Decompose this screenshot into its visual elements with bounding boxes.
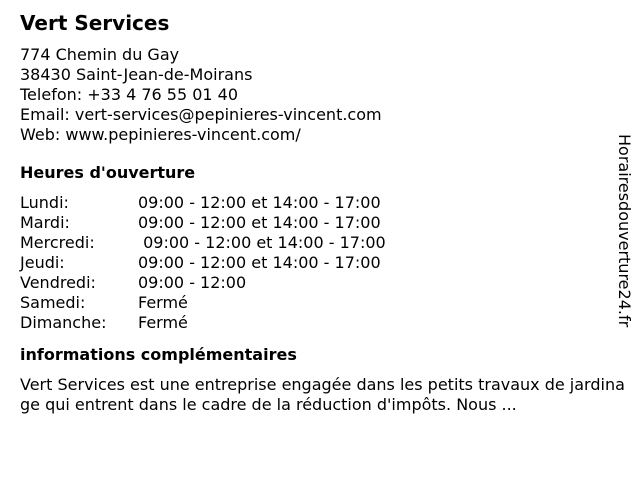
business-name: Vert Services (20, 11, 170, 35)
address-block (20, 45, 620, 145)
info-heading: informations complémentaires (20, 345, 297, 364)
email-address: Email: vert-services@pepinieres-vincent.com (20, 105, 382, 124)
city-address: 38430 Saint-Jean-de-Moirans (20, 65, 253, 84)
hours-row-wednesday (20, 233, 620, 253)
street-address: 774 Chemin du Gay (20, 45, 180, 64)
hours-row-saturday (20, 293, 620, 313)
day-hours: Fermé (138, 293, 188, 312)
hours-row-friday (20, 273, 620, 293)
day-label: Lundi: (20, 193, 69, 212)
day-label: Samedi: (20, 293, 86, 312)
hours-row-thursday (20, 253, 620, 273)
site-watermark: Horairesdouverture24.fr (615, 134, 634, 328)
day-hours: 09:00 - 12:00 et 14:00 - 17:00 (138, 193, 381, 212)
hours-row-sunday (20, 313, 620, 333)
phone-number: Telefon: +33 4 76 55 01 40 (20, 85, 239, 104)
day-label: Mardi: (20, 213, 70, 232)
hours-row-monday (20, 193, 620, 213)
day-label: Mercredi: (20, 233, 95, 252)
day-hours: 09:00 - 12:00 (138, 273, 247, 292)
day-hours: 09:00 - 12:00 et 14:00 - 17:00 (138, 233, 386, 252)
website-address: Web: www.pepinieres-vincent.com/ (20, 125, 301, 144)
hours-table (20, 193, 620, 333)
day-hours: Fermé (138, 313, 188, 332)
day-label: Vendredi: (20, 273, 96, 292)
info-text: Vert Services est une entreprise engagée dans les petits travaux de jardinage qui entrent dans le cadre de la réduction d'impôts. Nous ... (20, 375, 625, 414)
day-label: Jeudi: (20, 253, 65, 272)
day-hours: 09:00 - 12:00 et 14:00 - 17:00 (138, 213, 381, 232)
hours-row-tuesday (20, 213, 620, 233)
day-label: Dimanche: (20, 313, 107, 332)
day-hours: 09:00 - 12:00 et 14:00 - 17:00 (138, 253, 381, 272)
hours-heading: Heures d'ouverture (20, 163, 196, 182)
